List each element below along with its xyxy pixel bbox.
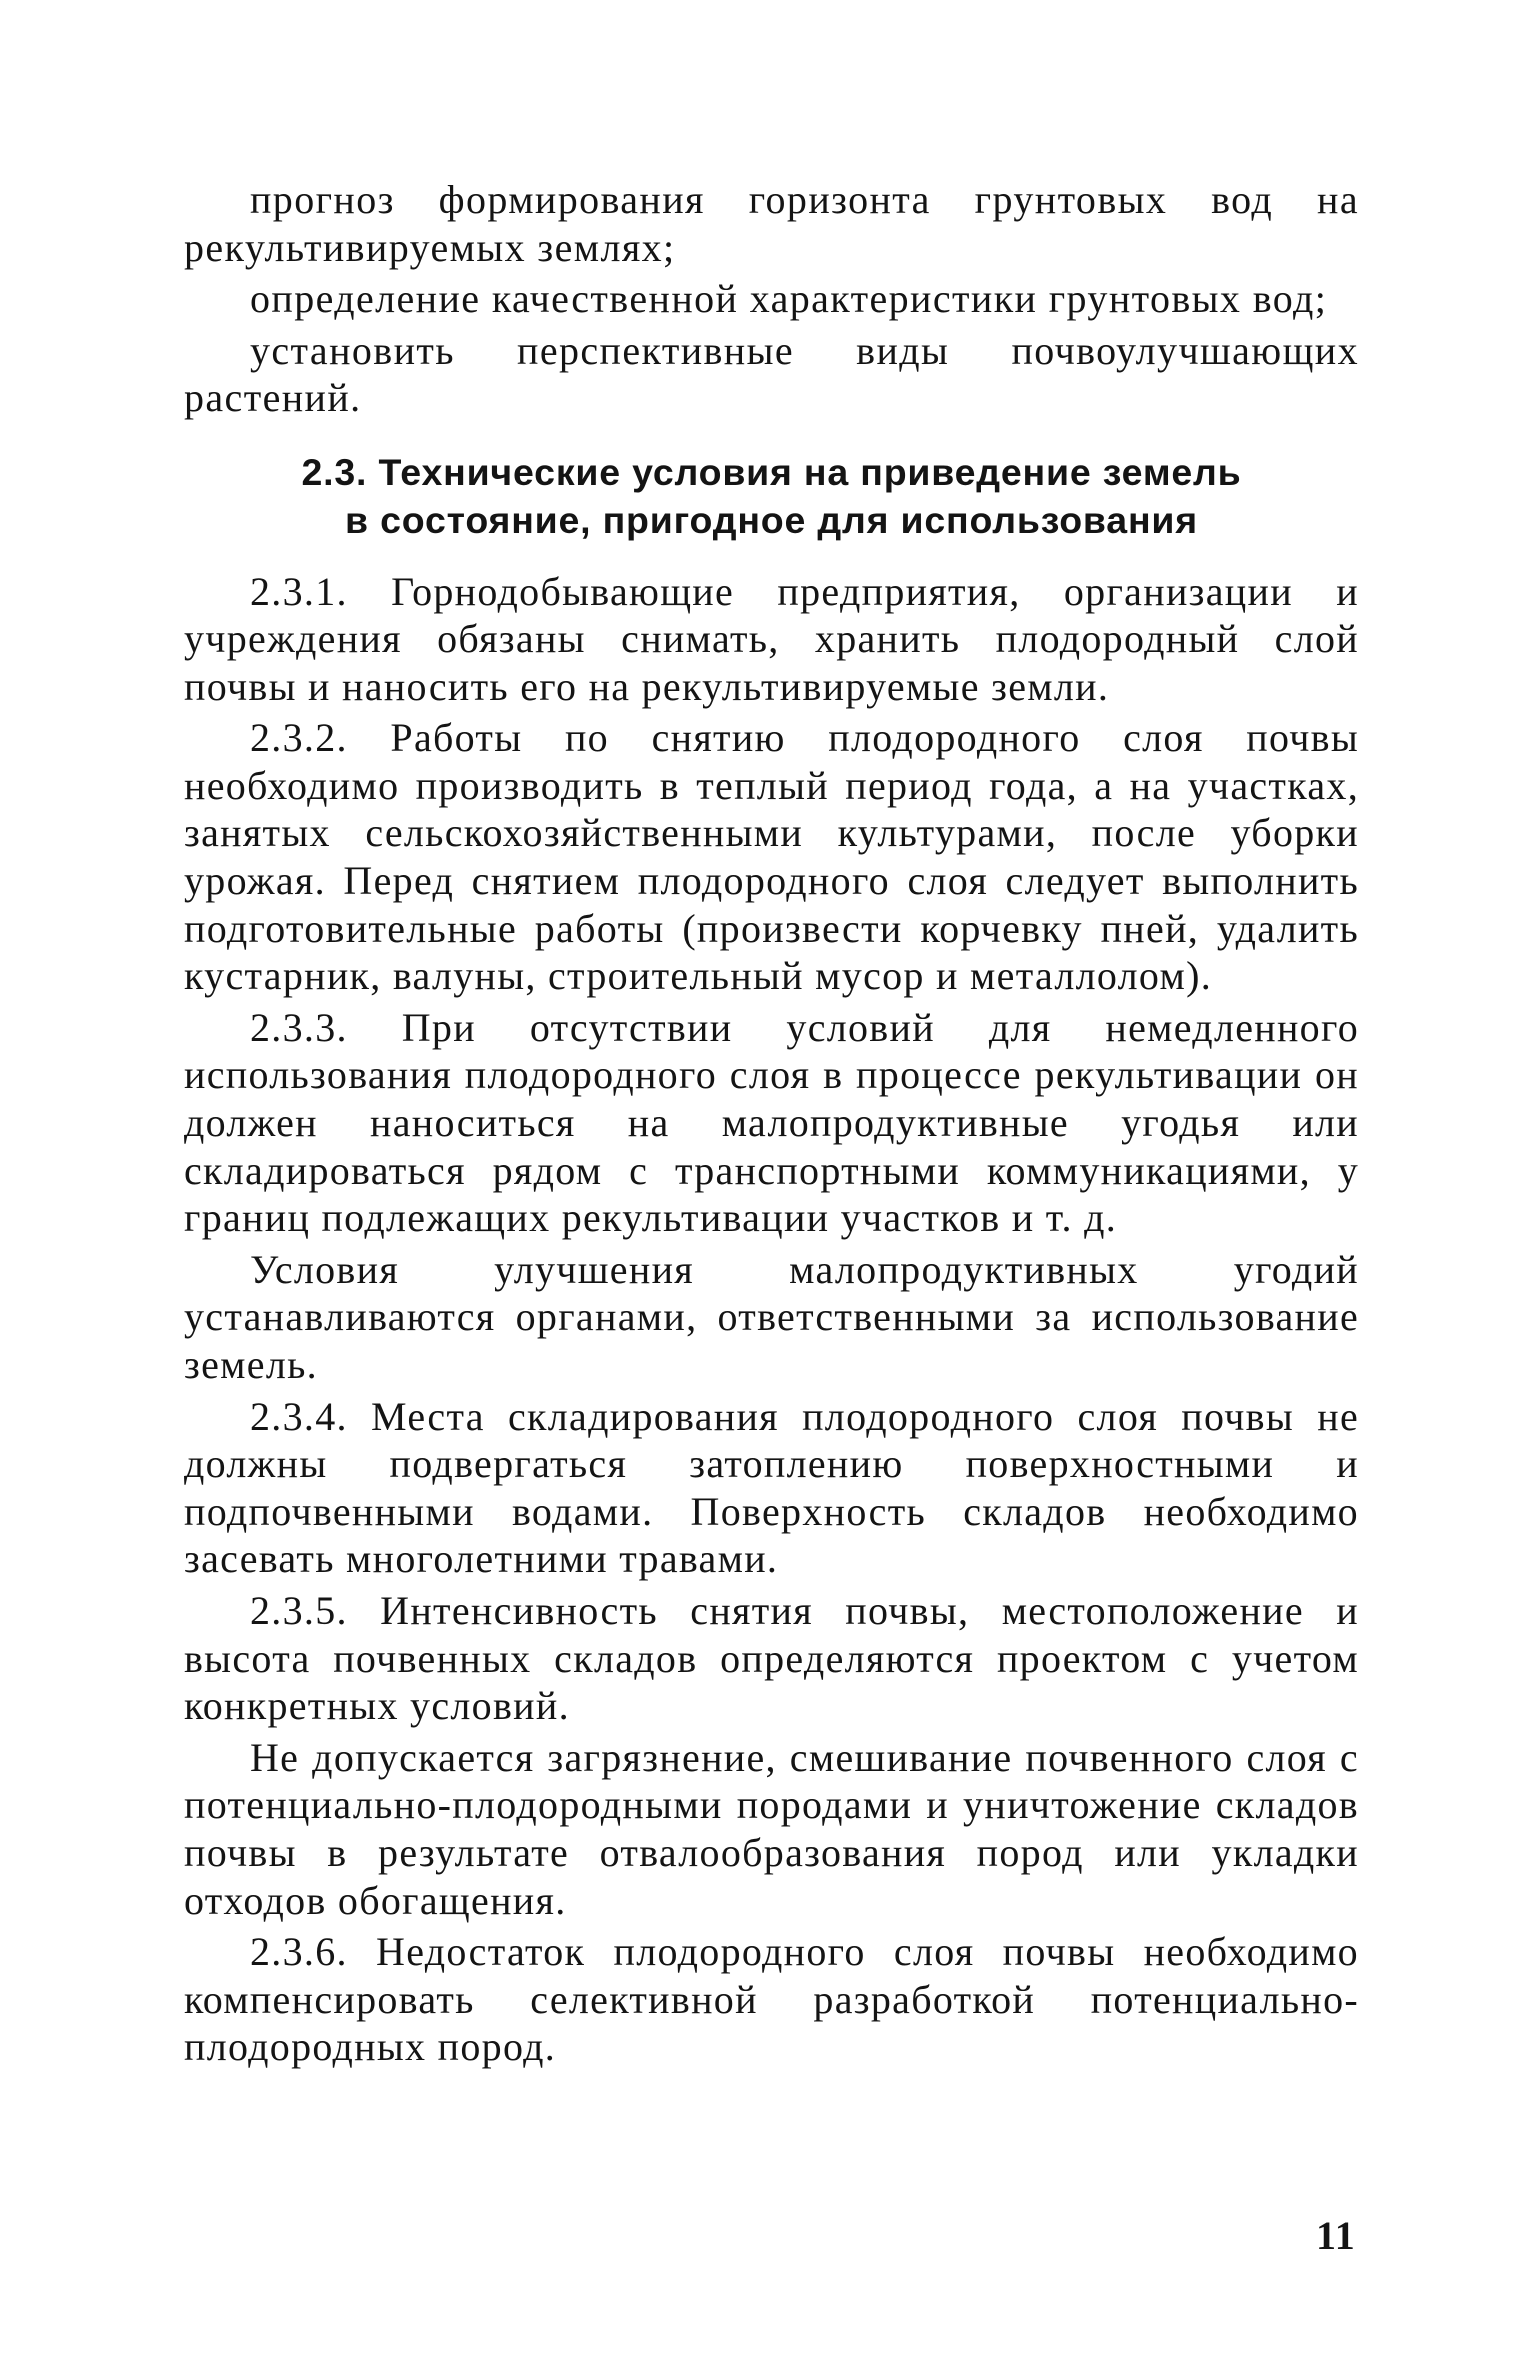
intro-item-groundwater-forecast: прогноз формирования горизонта грунтовых вод на рекультивируемых землях; [184,177,1359,270]
section-heading-line-1: 2.3. Технические условия на приведение земель [301,450,1242,493]
paragraph-2-3-3: 2.3.3. При отсутствии условий для немедленного использования плодородного слоя в процессе рекультивации он должен наноситься на малопродуктивные угодья или складироваться рядом с транспортными коммуникациями, у границ подлежащих рекультивации участков и т. д. [184,1004,1359,1241]
document-page [184,176,1359,2075]
paragraph-2-3-1: 2.3.1. Горнодобывающие предприятия, организации и учреждения обязаны снимать, хранить плодородный слой почвы и наносить его на рекультивируемые земли. [184,568,1359,709]
section-heading-line-2: в состояние, пригодное для использования [345,498,1198,541]
page-number: 11 [1316,2213,1356,2258]
paragraph-2-3-6: 2.3.6. Недостаток плодородного слоя почвы необходимо компенсировать селективной разработкой потенциально-плодородных пород. [184,1929,1359,2070]
paragraph-2-3-4: 2.3.4. Места складирования плодородного слоя почвы не должны подвергаться затоплению поверхностными и подпочвенными водами. Поверхность складов необходимо засевать многолетними травами. [184,1393,1359,1582]
paragraph-2-3-2: 2.3.2. Работы по снятию плодородного слоя почвы необходимо производить в теплый период года, а на участках, занятых сельскохозяйственными культурами, после уборки урожая. Перед снятием плодородного слоя следует выполнить подготовительные работы (произвести корчевку пней, удалить кустарник, валуны, строительный мусор и металлолом). [184,715,1359,999]
paragraph-contamination-prohibition: Не допускается загрязнение, смешивание почвенного слоя с потенциально-плодородными породами и уничтожение складов почвы в результате отвалообразования пород или укладки отходов обогащения. [184,1734,1359,1923]
paragraph-2-3-5: 2.3.5. Интенсивность снятия почвы, местоположение и высота почвенных складов определяются проектом с учетом конкретных условий. [184,1587,1359,1729]
intro-item-groundwater-quality: определение качественной характеристики грунтовых вод; [250,276,1328,321]
paragraph-improvement-conditions: Условия улучшения малопродуктивных угодий устанавливаются органами, ответственными за использование земель. [184,1246,1359,1387]
intro-item-plant-species: установить перспективные виды почвоулучшающих растений. [184,327,1359,420]
section-heading [184,448,1359,544]
